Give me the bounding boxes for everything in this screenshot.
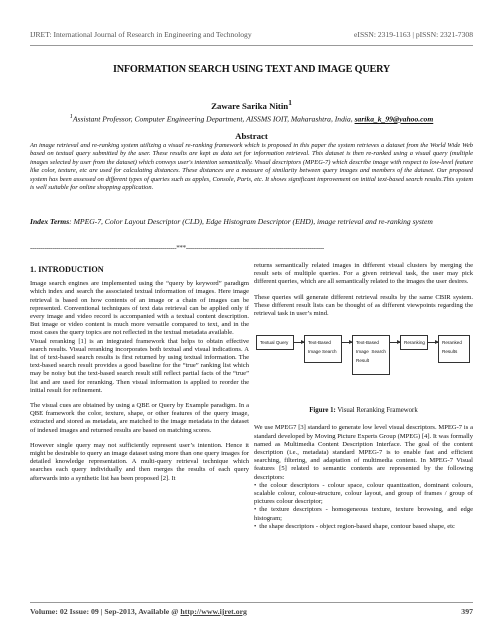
list-item: • the texture descriptors - homogeneous texture, texture browsing, and edge histogram;	[254, 506, 473, 522]
abstract-heading: Abstract	[235, 131, 268, 141]
paragraph: The visual cues are obtained by using a QBE or Query by Example paradigm. In a QBE framework the color, texture, shape, or other features of the query image, extracted and stored as metadata, are matched to the image metadata in the dataset of indexed images and returned results are based on matching scores.	[30, 402, 249, 434]
paragraph: However single query may not sufficiently represent user’s intention. Hence it might be desirable to query an image dataset using more than one query images for detailed knowledge representation. A multi-query retrieval technique which searches each query individually and then merges the results of each query afterwards into a synthetic list has been proposed [2]. It	[30, 441, 249, 482]
flow-arrow	[428, 342, 438, 343]
running-head	[30, 30, 473, 39]
index-terms-label: Index Terms	[30, 217, 70, 226]
flow-arrow	[342, 342, 352, 343]
flow-arrow	[390, 342, 400, 343]
right-column	[254, 262, 473, 531]
list-item: • the shape descriptors - object region-based shape, contour based shape, etc	[254, 523, 473, 531]
index-terms-text: : MPEG-7, Color Layout Descriptor (CLD), Edge Histogram Descriptor (EHD), image retrieval and re-ranking system	[69, 217, 433, 226]
paragraph: We use MPEG7 [3] standard to generate low level visual descriptors. MPEG-7 is a standard developed by Moving Picture Experts Group (MPEG) [4]. It was formally named as Multimedia Content Description Interface. The goal of the content description (i.e., metadata) standard MPEG-7 is to enable fast and efficient searching, filtering, and adaptation of multimedia content. In MPEG-7 Visual features [5] related to semantic contents are represented by the following descriptors:	[254, 424, 473, 481]
text-based-search-box: Text-Based Image Search	[304, 335, 342, 363]
paragraph: Visual reranking [1] is an integrated framework that helps to obtain effective search results. Visual reranking incorporates both textual and visual indications. A list of text-based search results is first returned by using textual information. The text-based search result provides a good baseline for the “true” ranking list which may be noisy but the text-based search result still reflect partial facts of the “true” list and are used for reranking. Then visual information is applied to reorder the initial result for refinement.	[30, 337, 249, 394]
figure-caption	[254, 407, 473, 415]
paragraph: returns semantically related images in different visual clusters by merging the result sets of multiple queries. For a given retrieval task, the user may pick different queries, which are all semantically related to the images the user desires.	[254, 262, 473, 286]
journal-name: IJRET: International Journal of Research in Engineering and Technology	[30, 30, 252, 39]
author-name: Zaware Sarika Nitin	[211, 100, 289, 111]
list-item: • the colour descriptors - colour space, colour quantization, dominant colours, scalable colour, colour-structure, colour layout, and group of frames / group of pictures colour descriptor;	[254, 482, 473, 507]
paragraph: Image search engines are implemented using the “query by keyword” paradigm which index and search the associated textual information of images. Here image retrieval is based on how contents of an image or a chain of images can be represented. Conventional techniques of text data retrieval can be applied only if every image and video record is accompanied with a textual content description. But image or video content is much more versatile compared to text, and in the most cases the query topics are not reflected in the textual metadata available.	[30, 280, 249, 337]
search-result-box: Text-Based Image Search Result	[352, 335, 390, 375]
figure-1-diagram	[254, 325, 473, 403]
affiliation-sup: 1	[69, 113, 73, 120]
figure-caption-text: Visual Reranking Framework	[335, 407, 418, 415]
affiliation: Assistant Professor, Computer Engineering Department, AISSMS IOIT, Maharashtra, India,	[72, 114, 353, 124]
reranked-results-box: Reranked Results	[438, 335, 470, 363]
footer-text: Volume: 02 Issue: 09 | Sep-2013, Available @	[30, 607, 181, 616]
paper-title: INFORMATION SEARCH USING TEXT AND IMAGE QUERY	[112, 64, 391, 75]
paragraph: These queries will generate different retrieval results by the same CBIR system. These different result lists can be thought of as different viewpoints regarding the retrieval task in user’s mind.	[254, 293, 473, 318]
section-separator: ------------------------------------------------------------------------***--------------------------------------------------------------------	[30, 244, 324, 252]
reranking-box: Reranking	[400, 335, 428, 350]
affiliation-line	[30, 113, 473, 124]
index-terms	[30, 213, 473, 230]
footer-volume	[30, 607, 247, 616]
author-line	[30, 98, 473, 111]
left-column	[30, 266, 249, 490]
author-email[interactable]: sarika_k_99@yahoo.com	[354, 114, 434, 124]
textual-query-box: Textual Query	[256, 335, 294, 350]
figure-label: Figure 1:	[309, 407, 336, 415]
page-number: 397	[461, 607, 473, 616]
author-sup: 1	[288, 98, 292, 107]
section-heading: 1. INTRODUCTION	[30, 265, 104, 274]
header-rule	[30, 45, 473, 46]
footer-rule	[30, 602, 473, 603]
issn: eISSN: 2319-1163 | pISSN: 2321-7308	[354, 30, 473, 39]
footer	[30, 607, 473, 616]
flow-arrow	[294, 342, 304, 343]
journal-link[interactable]: http://www.ijret.org	[180, 607, 247, 616]
abstract-text: An image retrieval and re-ranking system utilizing a visual re-ranking framework which is proposed in this paper the system retrieves a dataset from the World Wide Web based on textual query submitted by the user. These results are kept as data set for information retrieval. This dataset is then re-ranked using a visual query (multiple images selected by user from the dataset) which conveys user's intention semantically. Visual descriptors (MPEG-7) which describe image with respect to low-level feature like color, texture, etc are used for calculating distances. These distances are a measure of similarity between query images and members of the dataset. Our proposed system has been assessed on different types of queries such as apples, Console, Paris, etc. It shows significant improvement on initial text-based search results.This system is well suitable for online shopping application.	[30, 142, 473, 192]
